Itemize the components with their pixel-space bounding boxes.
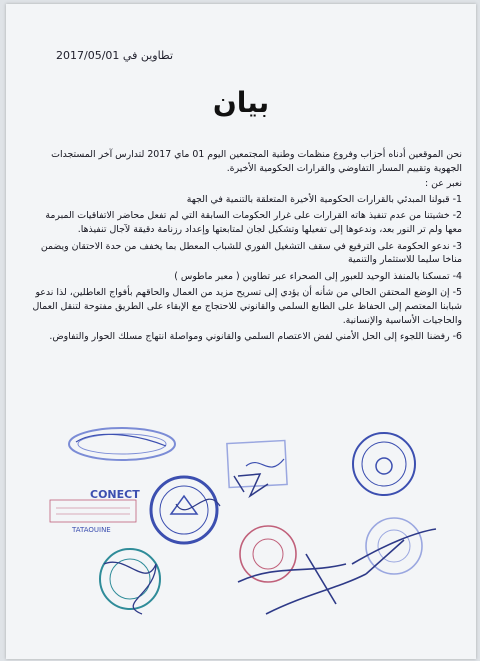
document-page [6, 4, 476, 659]
demands-list [32, 193, 462, 344]
demand-item: 3- ندعو الحكومة على الترفيع في سقف التشغيل الفوري للشباب المعطل بما يخفف من حدة الاحتقان ويضمن مناخا سليما للاستثمار والتنمية [40, 240, 462, 266]
stamps-drawing [6, 414, 476, 659]
signature-bottom-center [238, 554, 366, 614]
party-stamp-bottom-middle [240, 526, 296, 582]
workers-union-seal [151, 477, 220, 543]
intro-paragraph: نحن الموقعين أدناه أحزاب وفروع منظمات وطنية المجتمعين اليوم 01 ماي 2017 لتدارس آخر المستجدات الجهوية وتقييم المسار التفاوضي والقرارات الحكومية الأخيرة. [51, 149, 462, 174]
association-stamp-circle [353, 433, 415, 495]
statement-body [32, 148, 462, 347]
demand-item: 1- قبولنا المبدئي بالقرارات الحكومية الأخيرة المتعلقة بالتنمية في الجهة [186, 193, 462, 205]
demand-item: 4- تمسكنا بالمنفذ الوحيد للعبور إلى الصحراء عبر تطاوين ( معبر ماطوس ) [174, 270, 462, 282]
document-date: تطاوين في 2017/05/01 [56, 49, 174, 62]
signature-bottom-right [352, 529, 436, 574]
conect-name: CONECT [90, 488, 140, 501]
demand-item: 6- رفضنا اللجوء إلى الحل الأمني لفض الاعتصام السلمي والقانوني ومواصلة انتهاج مسلك الحوار والتفاوض. [49, 331, 462, 343]
lead-line: نعبر عن : [425, 178, 462, 190]
signatures-and-stamps [6, 414, 476, 659]
conect-stamp [50, 488, 140, 534]
document-title: بيان [212, 86, 270, 119]
party-stamp-oval [69, 428, 175, 460]
conect-place: TATAOUINE [72, 526, 111, 534]
party-stamp-bottom-left [100, 549, 160, 614]
demand-item: 2- خشيتنا من عدم تنفيذ هاته القرارات على غرار الحكومات السابقة التي لم تفعل محاضر الاتفاقيات المبرمة معها ولم تر النور بعد، وندعوها إلى تفعيلها وتشكيل لجان لمتابعتها وإعداد رزنامة دقيقة لآجال تنفيذها. [45, 210, 462, 235]
demand-item: 5- إن الوضع المحتقن الحالي من شأنه أن يؤدي إلى تسريح مزيد من العمال والحاقهم بأفواج العاطلين، لذا ندعو شبابنا المعتصم إلى الحفاظ على الطابع السلمي والقانوني للاحتجاج مع الإبقاء على الطريق مفتوحة لتنقل العمال والحاجيات الأساسية والإنسانية. [32, 287, 462, 326]
